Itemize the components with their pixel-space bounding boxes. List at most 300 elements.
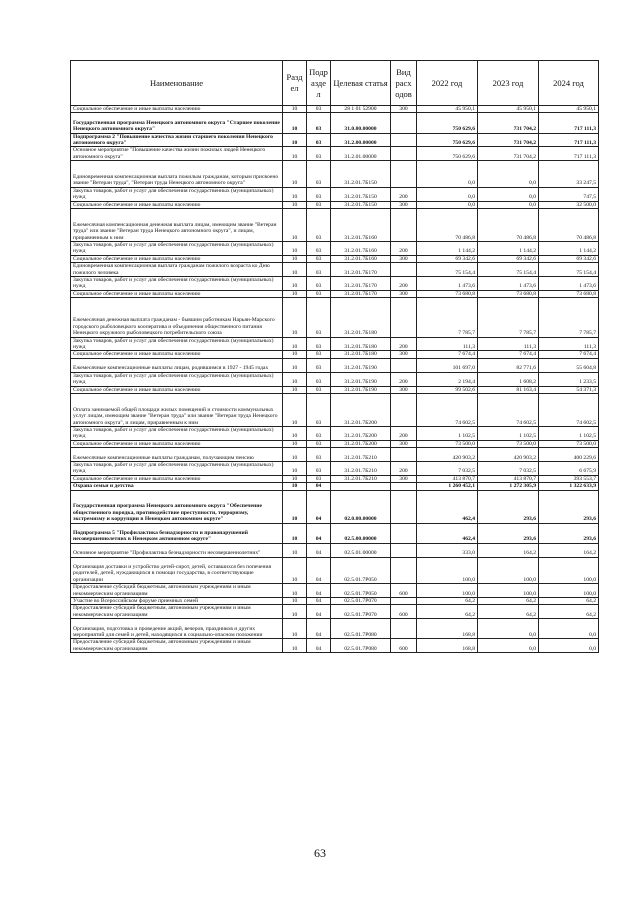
row-value-2024: 64,2	[539, 597, 599, 604]
row-podrazdel: 04	[307, 597, 331, 604]
row-podrazdel: 04	[307, 619, 331, 639]
table-row	[71, 201, 599, 208]
row-value-2024: 293,6	[539, 490, 599, 523]
row-podrazdel: 03	[307, 461, 331, 475]
row-value-2024: 0,0	[539, 639, 599, 653]
row-name: Оплата занимаемой общей площади жилых помещений и стоимости коммунальных услуг лицам, имеющим звание "Ветеран труда" или звание "Ветеран труда Ненецкого автономного округа", и лицам, приравненным к ним	[71, 393, 283, 426]
row-value-2022: 7 785,7	[417, 298, 478, 337]
header-podrazdel: Подр азде л	[307, 61, 331, 106]
row-podrazdel: 03	[307, 242, 331, 256]
row-razdel: 10	[283, 113, 307, 133]
table-row	[71, 113, 599, 133]
row-value-2023: 1 608,2	[478, 372, 539, 386]
row-name: Социальное обеспечение и иные выплаты населению	[71, 475, 283, 482]
row-name: Предоставление субсидий бюджетным, автономным учреждениям и иным некоммерческим организациям	[71, 584, 283, 598]
row-expense-type	[391, 448, 417, 462]
row-target-article: 31.2.01.7Б200	[331, 426, 391, 440]
row-podrazdel: 04	[307, 543, 331, 557]
row-value-2024: 64,2	[539, 605, 599, 619]
table-row	[71, 161, 599, 188]
row-value-2024: 0,0	[539, 619, 599, 639]
table-row	[71, 584, 599, 598]
row-value-2023: 7 785,7	[478, 298, 539, 337]
budget-table	[70, 60, 599, 653]
row-podrazdel: 03	[307, 106, 331, 113]
row-target-article: 02.5.00.00000	[331, 523, 391, 543]
row-target-article: 31.2.00.00000	[331, 133, 391, 147]
row-value-2022: 1 144,2	[417, 242, 478, 256]
row-value-2023: 731 704,2	[478, 147, 539, 161]
row-value-2024: 69 342,6	[539, 255, 599, 262]
row-value-2023: 70 486,8	[478, 209, 539, 242]
row-value-2022: 420 903,2	[417, 448, 478, 462]
row-target-article: 31.2.01.7Б150	[331, 187, 391, 201]
row-razdel: 10	[283, 201, 307, 208]
row-expense-type: 600	[391, 605, 417, 619]
row-expense-type	[391, 133, 417, 147]
table-row	[71, 386, 599, 393]
row-name: Единовременная компенсационная выплата гражданам пожилого возраста ко Дню пожилого человека	[71, 263, 283, 277]
row-podrazdel: 04	[307, 523, 331, 543]
row-expense-type	[391, 483, 417, 490]
table-row	[71, 490, 599, 523]
table-row	[71, 147, 599, 161]
row-value-2023: 731 704,2	[478, 133, 539, 147]
table-row	[71, 351, 599, 358]
row-name: Государственная программа Ненецкого автономного округа "Старшее поколение Ненецкого автономного округа"	[71, 113, 283, 133]
row-expense-type: 200	[391, 187, 417, 201]
row-value-2024: 55 604,8	[539, 358, 599, 372]
row-razdel: 10	[283, 475, 307, 482]
row-target-article	[331, 483, 391, 490]
header-target-article: Целевая статья	[331, 61, 391, 106]
row-target-article: 02.0.00.00000	[331, 490, 391, 523]
row-value-2023: 293,6	[478, 523, 539, 543]
row-name: Подпрограмма 2 "Повышение качества жизни старшего поколения Ненецкого автономного округа"	[71, 133, 283, 147]
table-row	[71, 277, 599, 291]
row-value-2023: 0,0	[478, 639, 539, 653]
row-expense-type	[391, 597, 417, 604]
row-podrazdel: 03	[307, 133, 331, 147]
row-name: Закупка товаров, работ и услуг для обеспечения государственных (муниципальных) нужд	[71, 187, 283, 201]
row-expense-type	[391, 263, 417, 277]
row-name: Основное мероприятие "Повышение качества жизни пожилых людей Ненецкого автономного округа"	[71, 147, 283, 161]
row-value-2023: 164,2	[478, 543, 539, 557]
table-row	[71, 475, 599, 482]
row-expense-type	[391, 298, 417, 337]
row-value-2023: 7 674,4	[478, 351, 539, 358]
row-razdel: 10	[283, 461, 307, 475]
row-value-2023: 45 950,1	[478, 106, 539, 113]
table-row	[71, 187, 599, 201]
row-expense-type: 600	[391, 584, 417, 598]
row-target-article: 31.2.01.7Б160	[331, 255, 391, 262]
row-podrazdel: 03	[307, 187, 331, 201]
row-value-2022: 70 486,8	[417, 209, 478, 242]
table-row	[71, 639, 599, 653]
row-value-2022: 462,4	[417, 523, 478, 543]
row-target-article: 02.5.01.00000	[331, 543, 391, 557]
row-razdel: 10	[283, 557, 307, 584]
row-expense-type	[391, 543, 417, 557]
row-razdel: 10	[283, 523, 307, 543]
row-target-article: 02.5.01.7Р080	[331, 639, 391, 653]
row-expense-type: 200	[391, 277, 417, 291]
row-razdel: 10	[283, 358, 307, 372]
row-value-2022: 74 602,5	[417, 393, 478, 426]
table-row	[71, 483, 599, 490]
row-podrazdel: 04	[307, 605, 331, 619]
table-row	[71, 255, 599, 262]
row-name: Закупка товаров, работ и услуг для обеспечения государственных (муниципальных) нужд	[71, 372, 283, 386]
row-value-2023: 100,0	[478, 584, 539, 598]
row-value-2022: 100,0	[417, 584, 478, 598]
header-name: Наименование	[71, 61, 283, 106]
row-target-article: 31.2.01.7Б210	[331, 475, 391, 482]
row-value-2023: 81 163,4	[478, 386, 539, 393]
row-razdel: 10	[283, 448, 307, 462]
row-value-2022: 69 342,6	[417, 255, 478, 262]
table-row	[71, 605, 599, 619]
row-podrazdel: 03	[307, 277, 331, 291]
row-podrazdel: 03	[307, 426, 331, 440]
table-row	[71, 393, 599, 426]
row-value-2023: 0,0	[478, 201, 539, 208]
row-razdel: 10	[283, 277, 307, 291]
row-name: Предоставление субсидий бюджетным, автономным учреждениям и иным некоммерческим организациям	[71, 605, 283, 619]
header-year-2023: 2023 год	[478, 61, 539, 106]
row-expense-type: 300	[391, 351, 417, 358]
row-value-2024: 1 102,5	[539, 426, 599, 440]
row-target-article: 31.2.01.7Б210	[331, 461, 391, 475]
row-target-article: 31.2.01.7Б170	[331, 277, 391, 291]
row-value-2024: 1 144,2	[539, 242, 599, 256]
row-name: Социальное обеспечение и иные выплаты населению	[71, 290, 283, 297]
row-value-2022: 1 102,5	[417, 426, 478, 440]
table-row	[71, 543, 599, 557]
row-expense-type: 300	[391, 440, 417, 447]
row-podrazdel: 03	[307, 113, 331, 133]
table-row	[71, 242, 599, 256]
row-razdel: 10	[283, 483, 307, 490]
row-value-2024: 33 247,5	[539, 161, 599, 188]
row-value-2022: 0,0	[417, 201, 478, 208]
row-value-2024: 75 154,4	[539, 263, 599, 277]
row-name: Социальное обеспечение и иные выплаты населению	[71, 201, 283, 208]
row-expense-type: 300	[391, 255, 417, 262]
row-podrazdel: 03	[307, 263, 331, 277]
row-expense-type: 200	[391, 337, 417, 351]
row-value-2022: 7 674,4	[417, 351, 478, 358]
row-expense-type	[391, 619, 417, 639]
row-podrazdel: 04	[307, 557, 331, 584]
row-expense-type: 300	[391, 475, 417, 482]
row-name: Социальное обеспечение и иные выплаты населению	[71, 106, 283, 113]
row-expense-type	[391, 523, 417, 543]
row-target-article: 31.2.01.7Б180	[331, 337, 391, 351]
row-target-article: 31.2.01.7Б210	[331, 448, 391, 462]
row-expense-type: 300	[391, 201, 417, 208]
row-expense-type	[391, 209, 417, 242]
row-value-2022: 413 870,7	[417, 475, 478, 482]
row-expense-type: 300	[391, 290, 417, 297]
row-value-2024: 100,0	[539, 584, 599, 598]
row-razdel: 10	[283, 298, 307, 337]
header-year-2022: 2022 год	[417, 61, 478, 106]
row-name: Социальное обеспечение и иные выплаты населению	[71, 440, 283, 447]
row-podrazdel: 03	[307, 298, 331, 337]
row-target-article: 02.5.01.7Р050	[331, 557, 391, 584]
row-target-article: 31.0.00.00000	[331, 113, 391, 133]
row-value-2024: 717 111,3	[539, 113, 599, 133]
row-value-2024: 717 111,3	[539, 133, 599, 147]
row-target-article: 28 1 01 52900	[331, 106, 391, 113]
table-row	[71, 426, 599, 440]
row-razdel: 10	[283, 386, 307, 393]
row-value-2023: 293,6	[478, 490, 539, 523]
row-name: Ежемесячная денежная выплата гражданам - бывшим работникам Нарьян-Марского городского рыболовецкого кооператива и объединения общественного питания Ненецкого окружного рыболовецкого потребительского союза	[71, 298, 283, 337]
row-value-2022: 750 629,6	[417, 133, 478, 147]
row-value-2022: 7 032,5	[417, 461, 478, 475]
row-razdel: 10	[283, 597, 307, 604]
table-row	[71, 619, 599, 639]
row-value-2022: 64,2	[417, 605, 478, 619]
table-row	[71, 597, 599, 604]
row-razdel: 10	[283, 393, 307, 426]
row-razdel: 10	[283, 187, 307, 201]
row-name: Закупка товаров, работ и услуг для обеспечения государственных (муниципальных) нужд	[71, 242, 283, 256]
row-value-2023: 69 342,6	[478, 255, 539, 262]
row-razdel: 10	[283, 255, 307, 262]
table-body	[71, 106, 599, 653]
row-expense-type	[391, 557, 417, 584]
row-value-2024: 70 486,8	[539, 209, 599, 242]
row-expense-type: 200	[391, 242, 417, 256]
header-expense-type: Вид расх одов	[391, 61, 417, 106]
table-row	[71, 133, 599, 147]
row-name: Закупка товаров, работ и услуг для обеспечения государственных (муниципальных) нужд	[71, 337, 283, 351]
row-name: Единовременная компенсационная выплата пожилым гражданам, которым присвоено звание "Ветеран труда", "Ветеран труда Ненецкого автономного округа"	[71, 161, 283, 188]
row-value-2023: 1 272 305,9	[478, 483, 539, 490]
table-row	[71, 440, 599, 447]
row-podrazdel: 04	[307, 584, 331, 598]
row-razdel: 10	[283, 106, 307, 113]
row-podrazdel: 04	[307, 483, 331, 490]
row-value-2024: 111,3	[539, 337, 599, 351]
row-name: Закупка товаров, работ и услуг для обеспечения государственных (муниципальных) нужд	[71, 426, 283, 440]
row-expense-type	[391, 113, 417, 133]
row-value-2022: 1 473,6	[417, 277, 478, 291]
table-row	[71, 557, 599, 584]
row-value-2023: 0,0	[478, 619, 539, 639]
row-expense-type: 200	[391, 426, 417, 440]
row-value-2024: 6 675,9	[539, 461, 599, 475]
row-value-2022: 111,3	[417, 337, 478, 351]
row-expense-type	[391, 490, 417, 523]
row-value-2022: 100,0	[417, 557, 478, 584]
row-value-2024: 1 473,6	[539, 277, 599, 291]
row-value-2023: 0,0	[478, 161, 539, 188]
row-razdel: 10	[283, 147, 307, 161]
row-target-article: 31.2.01.7Б190	[331, 372, 391, 386]
row-value-2024: 164,2	[539, 543, 599, 557]
row-name: Участие во Всероссийском форуме приемных семей	[71, 597, 283, 604]
row-razdel: 10	[283, 263, 307, 277]
row-target-article: 31.2.01.7Б190	[331, 386, 391, 393]
row-value-2024: 73 500,0	[539, 440, 599, 447]
row-value-2022: 1 260 452,1	[417, 483, 478, 490]
row-name: Охрана семьи и детства	[71, 483, 283, 490]
row-target-article: 31.2.01.7Б180	[331, 351, 391, 358]
table-row	[71, 106, 599, 113]
row-value-2022: 101 697,0	[417, 358, 478, 372]
row-podrazdel: 03	[307, 255, 331, 262]
table-row	[71, 298, 599, 337]
row-target-article: 31.2.01.7Б150	[331, 161, 391, 188]
row-expense-type: 600	[391, 639, 417, 653]
row-name: Основное мероприятие "Профилактика безнадзорности несовершеннолетних"	[71, 543, 283, 557]
row-value-2024: 45 950,1	[539, 106, 599, 113]
row-target-article: 02.5.01.7Р050	[331, 584, 391, 598]
row-razdel: 10	[283, 543, 307, 557]
header-razdel: Разд ел	[283, 61, 307, 106]
budget-table-sheet	[70, 60, 598, 653]
row-razdel: 10	[283, 337, 307, 351]
row-razdel: 10	[283, 372, 307, 386]
row-value-2023: 1 473,6	[478, 277, 539, 291]
row-expense-type	[391, 358, 417, 372]
row-value-2023: 731 704,2	[478, 113, 539, 133]
row-value-2023: 73 680,8	[478, 290, 539, 297]
page-number: 63	[314, 846, 326, 860]
row-value-2022: 168,8	[417, 639, 478, 653]
row-target-article: 31.2.01.00000	[331, 147, 391, 161]
row-podrazdel: 03	[307, 147, 331, 161]
row-razdel: 10	[283, 161, 307, 188]
row-value-2022: 73 500,0	[417, 440, 478, 447]
row-expense-type: 200	[391, 372, 417, 386]
row-name: Ежемесячная компенсационная денежная выплата лицам, имеющим звание "Ветеран труда" или звание "Ветеран труда Ненецкого автономного округа", и лицам, приравненным к ним	[71, 209, 283, 242]
row-value-2024: 400 229,6	[539, 448, 599, 462]
row-podrazdel: 03	[307, 290, 331, 297]
row-podrazdel: 03	[307, 201, 331, 208]
row-value-2023: 74 602,5	[478, 393, 539, 426]
table-row	[71, 461, 599, 475]
row-value-2024: 32 500,0	[539, 201, 599, 208]
row-value-2023: 82 771,6	[478, 358, 539, 372]
row-value-2024: 293,6	[539, 523, 599, 543]
table-row	[71, 358, 599, 372]
row-podrazdel: 03	[307, 440, 331, 447]
row-value-2022: 168,8	[417, 619, 478, 639]
table-row	[71, 290, 599, 297]
row-value-2022: 99 502,6	[417, 386, 478, 393]
row-podrazdel: 03	[307, 337, 331, 351]
row-value-2022: 0,0	[417, 187, 478, 201]
row-razdel: 10	[283, 209, 307, 242]
row-value-2022: 462,4	[417, 490, 478, 523]
row-target-article: 02.5.01.7Р080	[331, 619, 391, 639]
row-expense-type	[391, 147, 417, 161]
row-value-2023: 111,3	[478, 337, 539, 351]
row-podrazdel: 04	[307, 490, 331, 523]
row-target-article: 31.2.01.7Б180	[331, 298, 391, 337]
row-value-2022: 750 629,6	[417, 113, 478, 133]
row-podrazdel: 03	[307, 358, 331, 372]
row-value-2024: 54 371,3	[539, 386, 599, 393]
row-podrazdel: 03	[307, 448, 331, 462]
row-razdel: 10	[283, 242, 307, 256]
row-razdel: 10	[283, 639, 307, 653]
row-value-2023: 1 144,2	[478, 242, 539, 256]
row-value-2022: 2 194,4	[417, 372, 478, 386]
row-name: Социальное обеспечение и иные выплаты населению	[71, 255, 283, 262]
row-value-2024: 7 674,4	[539, 351, 599, 358]
row-target-article: 31.2.01.7Б200	[331, 393, 391, 426]
table-row	[71, 337, 599, 351]
row-podrazdel: 03	[307, 209, 331, 242]
row-value-2023: 73 500,0	[478, 440, 539, 447]
row-expense-type: 300	[391, 106, 417, 113]
row-value-2023: 100,0	[478, 557, 539, 584]
row-value-2023: 75 154,4	[478, 263, 539, 277]
row-name: Закупка товаров, работ и услуг для обеспечения государственных (муниципальных) нужд	[71, 277, 283, 291]
row-podrazdel: 03	[307, 386, 331, 393]
row-value-2024: 1 233,5	[539, 372, 599, 386]
row-value-2024: 747,5	[539, 187, 599, 201]
row-value-2024: 7 785,7	[539, 298, 599, 337]
row-value-2024: 100,0	[539, 557, 599, 584]
row-target-article: 31.2.01.7Б170	[331, 290, 391, 297]
row-value-2022: 45 950,1	[417, 106, 478, 113]
row-name: Ежемесячные компенсационные выплаты гражданам, получающим пенсию	[71, 448, 283, 462]
row-expense-type	[391, 393, 417, 426]
row-value-2022: 333,0	[417, 543, 478, 557]
row-expense-type: 200	[391, 461, 417, 475]
row-podrazdel: 04	[307, 639, 331, 653]
row-value-2022: 750 629,6	[417, 147, 478, 161]
row-expense-type: 300	[391, 386, 417, 393]
row-razdel: 10	[283, 584, 307, 598]
row-target-article: 02.5.01.7Р070	[331, 597, 391, 604]
row-value-2022: 0,0	[417, 161, 478, 188]
row-value-2023: 64,2	[478, 605, 539, 619]
row-value-2023: 420 903,2	[478, 448, 539, 462]
row-razdel: 10	[283, 290, 307, 297]
row-target-article: 31.2.01.7Б150	[331, 201, 391, 208]
row-name: Предоставление субсидий бюджетным, автономным учреждениям и иным некоммерческим организациям	[71, 639, 283, 653]
row-name: Ежемесячные компенсационные выплаты лицам, родившимся в 1927 - 1945 годах	[71, 358, 283, 372]
row-value-2023: 7 032,5	[478, 461, 539, 475]
row-podrazdel: 03	[307, 393, 331, 426]
row-name: Организация доставки и устройство детей-сирот, детей, оставшихся без попечения родителей, детей, нуждающихся в помощи государства, в соответствующие организации	[71, 557, 283, 584]
row-razdel: 10	[283, 490, 307, 523]
row-name: Социальное обеспечение и иные выплаты населению	[71, 386, 283, 393]
row-target-article: 31.2.01.7Б170	[331, 263, 391, 277]
row-podrazdel: 03	[307, 475, 331, 482]
row-target-article: 02.5.01.7Р070	[331, 605, 391, 619]
row-target-article: 31.2.01.7Б190	[331, 358, 391, 372]
row-razdel: 10	[283, 426, 307, 440]
row-podrazdel: 03	[307, 161, 331, 188]
table-row	[71, 523, 599, 543]
table-header-row	[71, 61, 599, 106]
row-target-article: 31.2.01.7Б160	[331, 242, 391, 256]
row-target-article: 31.2.01.7Б200	[331, 440, 391, 447]
row-value-2024: 717 111,3	[539, 147, 599, 161]
row-value-2023: 0,0	[478, 187, 539, 201]
row-value-2023: 1 102,5	[478, 426, 539, 440]
